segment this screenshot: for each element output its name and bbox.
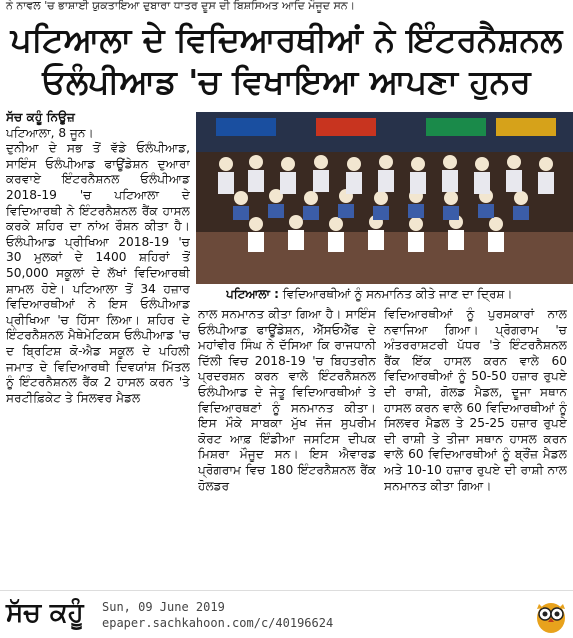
column-1-text: ਦੁਨੀਆ ਦੇ ਸਭ ਤੋਂ ਵੱਡੇ ਓਲੰਪੀਆਡ, ਸਾਇੰਸ ਓਲੰਪੀਆਡ ਫਾਊਂਡੇਸ਼ਨ ਦੁਆਰਾ ਕਰਵਾਏ ਇੰਟਰਨੈਸ਼ਨਲ ਓਲੰਪੀਆਡ 2018-19 'ਚ ਪਟਿਆਲਾ ਦੇ ਵਿਦਿਆਰਥੀ ਨੇ ਇੰਟਰਨੈਸ਼ਨਲ ਰੈਂਕ ਹਾਸਲ ਕਰਕੇ ਸ਼ਹਿਰ ਦਾ ਨਾਂਅ ਰੌਸ਼ਨ ਕੀਤਾ ਹੈ। ਓਲੰਪੀਆਡ ਪ੍ਰੀਖਿਆ 2018-19 'ਚ 30 ਮੁਲਕਾਂ ਦੇ 1400 ਸ਼ਹਿਰਾਂ ਤੋਂ 50,000 ਸਕੂਲਾਂ ਦੇ ਲੱਖਾਂ ਵਿਦਿਆਰਥੀ ਸ਼ਾਮਲ ਹੋਏ। ਪਟਿਆਲਾ ਤੋਂ 34 ਹਜ਼ਾਰ ਵਿਦਿਆਰਥੀਆਂ ਨੇ ਇਸ ਓਲੰਪੀਆਡ ਪ੍ਰੀਖਿਆ 'ਚ ਹਿੱਸਾ ਲਿਆ। ਸ਼ਹਿਰ ਦੇ ਇੰਟਰਨੈਸ਼ਨਲ ਮੈਥੇਮੇਟਿਕਸ ਓਲੰਪੀਆਡ 'ਚ ਦ ਬ੍ਰਿਟਿਸ਼ ਕੋ-ਐਡ ਸਕੂਲ ਦੇ ਪਹਿਲੀ ਜਮਾਤ ਦੇ ਵਿਦਿਆਰਥੀ ਦਿਵਯਾਂਸ਼ ਮਿੱਤਲ ਨੂੰ ਇੰਟਰਨੈਸ਼ਨਲ ਰੈਂਕ 2 ਹਾਸਲ ਕਰਨ 'ਤੇ ਸਰਟੀਫ਼ਿਕੇਟ ਤੇ ਸਿਲਵਰ ਮੈਡਲ xyxy=(6,141,190,405)
article-column-3 xyxy=(384,307,567,590)
column-3-text: ਵਿਦਿਆਰਥੀਆਂ ਨੂੰ ਪੁਰਸਕਾਰਾਂ ਨਾਲ ਨਵਾਜਿਆ ਗਿਆ। ਪ੍ਰੋਗਰਾਮ 'ਚ ਅੰਤਰਰਾਸ਼ਟਰੀ ਪੱਧਰ 'ਤੇ ਇੰਟਰਨੈਸ਼ਨਲ ਰੈਂਕ ਇੱਕ ਹਾਸਲ ਕਰਨ ਵਾਲੇ 60 ਵਿਦਿਆਰਥੀਆਂ ਨੂੰ 50-50 ਹਜ਼ਾਰ ਰੁਪਏ ਦੀ ਰਾਸ਼ੀ, ਗੋਲਡ ਮੈਡਲ, ਦੂਜਾ ਸਥਾਨ ਹਾਸਲ ਕਰਨ ਵਾਲੇ 60 ਵਿਦਿਆਰਥੀਆਂ ਨੂੰ ਸਿਲਵਰ ਮੈਡਲ ਤੇ 25-25 ਹਜ਼ਾਰ ਰੁਪਏ ਦੀ ਰਾਸ਼ੀ ਤੇ ਤੀਜਾ ਸਥਾਨ ਹਾਸਲ ਕਰਨ ਵਾਲੇ 60 ਵਿਦਿਆਰਥੀਆਂ ਨੂੰ ਬ੍ਰੌਂਜ਼ ਮੈਡਲ ਅਤੇ 10-10 ਹਜ਼ਾਰ ਰੁਪਏ ਦੀ ਰਾਸ਼ੀ ਨਾਲ ਸਨਮਾਨਤ ਕੀਤਾ ਗਿਆ। xyxy=(384,307,567,493)
edition-date: Sun, 09 June 2019 xyxy=(102,600,225,614)
caption-place: ਪਟਿਆਲਾ : xyxy=(226,287,279,301)
event-photo xyxy=(196,112,573,284)
epaper-footer xyxy=(0,590,573,638)
caption-text: ਵਿਦਿਆਰਥੀਆਂ ਨੂੰ ਸਨਮਾਨਿਤ ਕੀਤੇ ਜਾਣ ਦਾ ਦ੍ਰਿਸ਼। xyxy=(282,287,513,301)
column-2-text: ਨਾਲ ਸਨਮਾਨਤ ਕੀਤਾ ਗਿਆ ਹੈ। ਸਾਇੰਸ ਓਲੰਪੀਆਡ ਫਾਊਂਡੇਸ਼ਨ, ਐੱਸਓਐੱਫ ਦੇ ਮਹਾਂਵੀਰ ਸਿੰਘ ਨੇ ਦੱਸਿਆ ਕਿ ਰਾਜਧਾਨੀ ਦਿੱਲੀ ਵਿਚ 2018-19 'ਚ ਬਿਹਤਰੀਨ ਪ੍ਰਦਰਸ਼ਨ ਕਰਨ ਵਾਲੇ ਇੰਟਰਨੈਸ਼ਨਲ ਓਲੰਪੀਆਡ ਦੇ ਜੇਤੂ ਵਿਦਿਆਰਥੀਆਂ ਤੇ ਵਿਦਿਆਰਥਣਾਂ ਨੂੰ ਸਨਮਾਨਤ ਕੀਤਾ। ਇਸ ਮੌਕੇ ਸਾਬਕਾ ਮੁੱਖ ਜੱਜ ਸੁਪਰੀਮ ਕੋਰਟ ਆਫ਼ ਇੰਡੀਆ ਜਸਟਿਸ ਦੀਪਕ ਮਿਸ਼ਰਾ ਮੌਜੂਦ ਸਨ। ਇਸ ਐਵਾਰਡ ਪ੍ਰੋਗਰਾਮ ਵਿਚ 180 ਇੰਟਰਨੈਸ਼ਨਲ ਰੈਂਕ ਹੋਲਡਰ xyxy=(198,307,376,493)
students-photo-illustration xyxy=(196,112,573,284)
epaper-url[interactable]: epaper.sachkahoon.com/c/40196624 xyxy=(102,616,334,630)
brand-logo: ਸੱਚ ਕਹੂੰ xyxy=(6,598,84,628)
dateline: ਪਟਿਆਲਾ, 8 ਜੂਨ। xyxy=(6,125,94,140)
owl-mascot-icon xyxy=(533,596,569,634)
headline-line-1: ਪਟਿਆਲਾ ਦੇ ਵਿਦਿਆਰਥੀਆਂ ਨੇ ਇੰਟਰਨੈਸ਼ਨਲ xyxy=(10,20,563,59)
article-column-1 xyxy=(6,110,190,590)
article-column-2 xyxy=(198,307,376,590)
previous-article-strip: ਨੇ ਨਾਵਲ 'ਚ ਭਾਸ਼ਾਈ ਯੁਕਤਾਇਆ ਦੁਬਾਰਾ ਧਾਤਰ ਦੂਸ ਦੀ ਬਿਸ਼ਸਿਅਤ ਆਦਿ ਮੌਜੂਦ ਸਨ। xyxy=(6,0,356,12)
byline: ਸੱਚ ਕਹੂੰ ਨਿਊਜ਼ xyxy=(6,110,75,124)
headline-line-2: ਓਲੰਪੀਆਡ 'ਚ ਵਿਖਾਇਆ ਆਪਣਾ ਹੁਨਰ xyxy=(42,62,531,101)
photo-caption xyxy=(226,286,573,302)
